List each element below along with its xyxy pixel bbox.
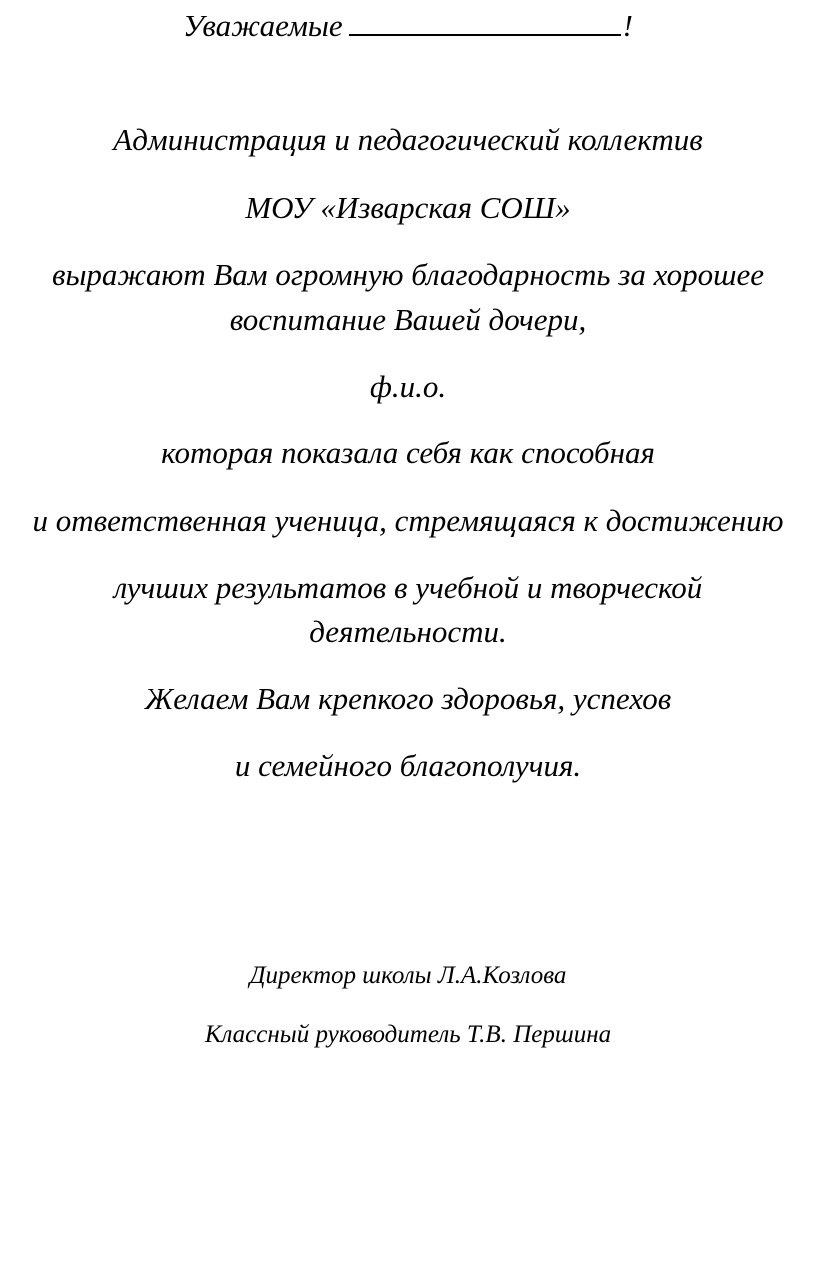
- body-line-results: лучших результатов в учебной и творческой: [113, 570, 703, 605]
- body-line-capable: которая показала себя как способная: [161, 435, 655, 470]
- greeting-suffix: !: [622, 8, 633, 43]
- body-line-full-name: ф.и.о.: [369, 369, 447, 404]
- body-line-upbringing: воспитание Вашей дочери,: [229, 302, 587, 337]
- recipient-blank-line: [349, 8, 621, 36]
- greeting-line: [0, 8, 816, 41]
- signature-director: Директор школы Л.А.Козлова: [249, 962, 567, 989]
- body-line-gratitude: выражают Вам огромную благодарность за хорошее: [51, 257, 764, 292]
- body-line-administration: Администрация и педагогический коллектив: [113, 122, 703, 157]
- body-line-school-name: МОУ «Изварская СОШ»: [245, 190, 571, 225]
- body-line-wishes: Желаем Вам крепкого здоровья, успехов: [144, 681, 672, 716]
- body-line-family: и семейного благополучия.: [234, 748, 582, 783]
- body-line-activity: деятельности.: [309, 614, 507, 649]
- greeting-prefix: Уважаемые: [183, 8, 343, 43]
- signature-class-teacher: Классный руководитель Т.В. Першина: [204, 1021, 612, 1048]
- body-line-responsible: и ответственная ученица, стремящаяся к достижению: [32, 503, 784, 538]
